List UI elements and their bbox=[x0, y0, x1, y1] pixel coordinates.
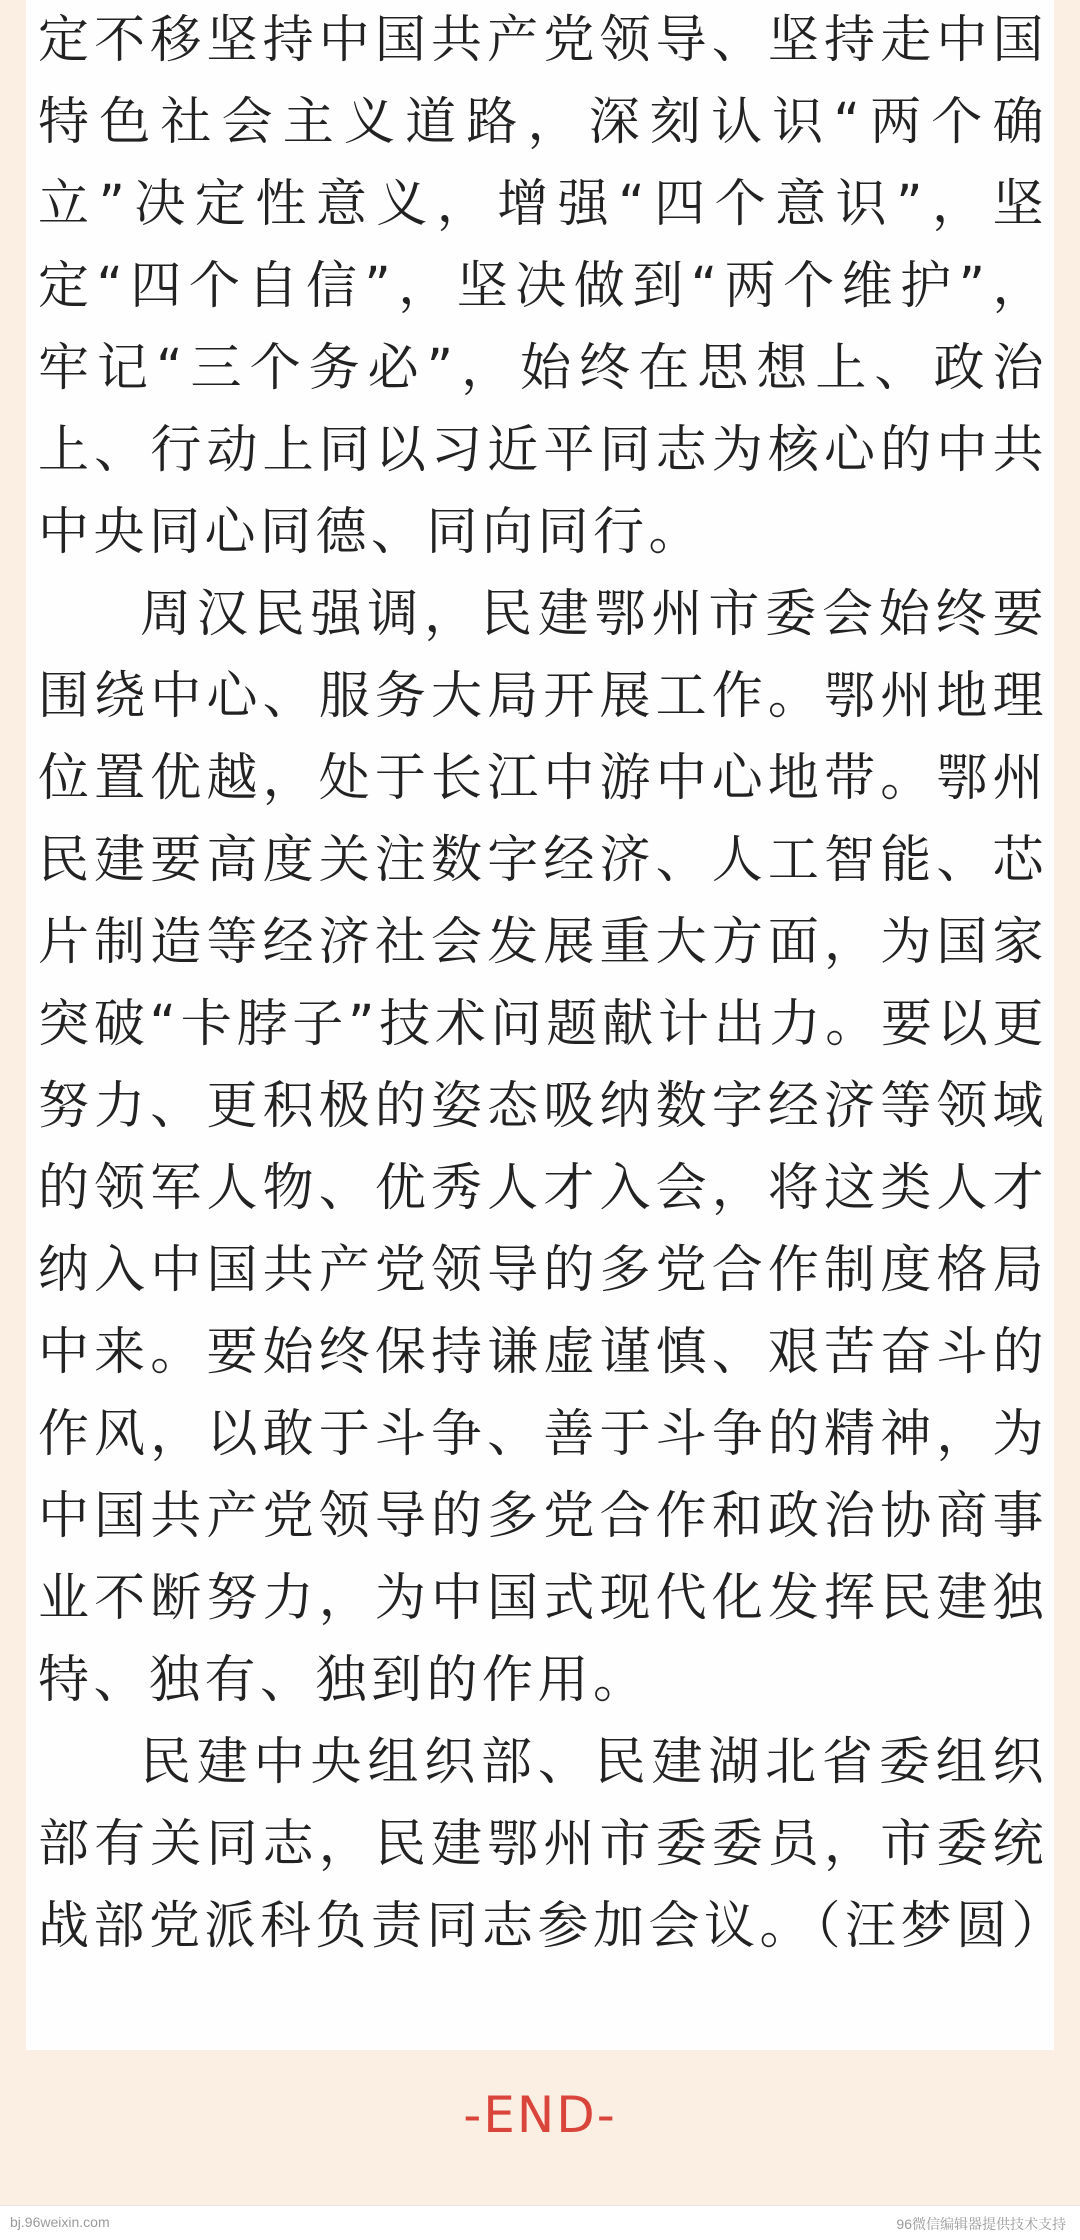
page-footer bbox=[0, 2205, 1080, 2240]
article-body bbox=[38, 0, 1068, 1968]
article-paragraph-3: 民建中央组织部、民建湖北省委组织部有关同志，民建鄂州市委委员，市委统战部党派科负责同志参加会议。（汪梦圆） bbox=[38, 1733, 1068, 1956]
footer-credit: 96微信编辑器提供技术支持 bbox=[896, 2216, 1066, 2232]
footer-source-link[interactable]: bj.96weixin.com bbox=[10, 2214, 110, 2230]
end-mark: -END- bbox=[463, 2086, 617, 2144]
article-paragraph-2: 周汉民强调，民建鄂州市委会始终要围绕中心、服务大局开展工作。鄂州地理位置优越，处于长江中游中心地带。鄂州民建要高度关注数字经济、人工智能、芯片制造等经济社会发展重大方面，为国家突破“卡脖子”技术问题献计出力。要以更努力、更积极的姿态吸纳数字经济等领域的领军人物、优秀人才入会，将这类人才纳入中国共产党领导的多党合作制度格局中来。要始终保持谦虚谨慎、艰苦奋斗的作风，以敢于斗争、善于斗争的精神，为中国共产党领导的多党合作和政治协商事业不断努力，为中国式现代化发挥民建独特、独有、独到的作用。 bbox=[38, 585, 1048, 1710]
article-paragraph-1: 定不移坚持中国共产党领导、坚持走中国特色社会主义道路，深刻认识“两个确立”决定性意义，增强“四个意识”，坚定“四个自信”，坚决做到“两个维护”，牢记“三个务必”，始终在思想上、政治上、行动上同以习近平同志为核心的中共中央同心同德、同向同行。 bbox=[38, 11, 1048, 562]
